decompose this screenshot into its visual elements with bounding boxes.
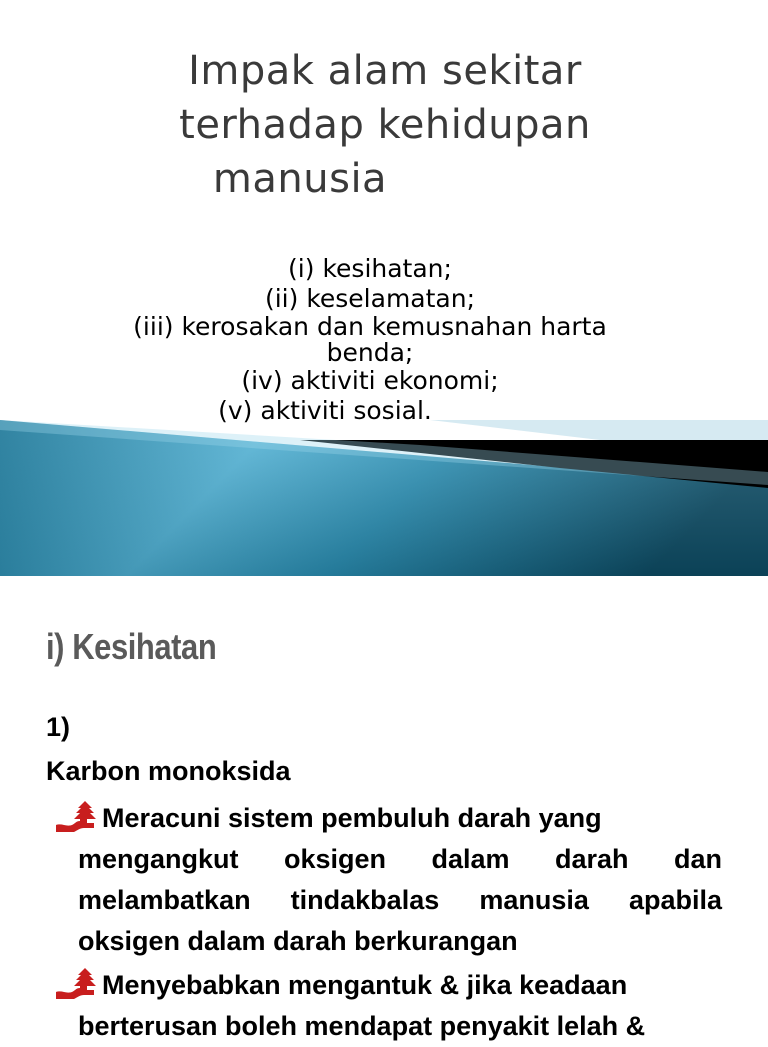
bullet-text-first: Menyebabkan mengantuk & jika keadaan xyxy=(102,970,628,1000)
bullet-text-first: Meracuni sistem pembuluh darah yang xyxy=(102,803,602,833)
red-stair-tree-icon xyxy=(54,801,98,833)
bullet-point xyxy=(54,798,722,962)
list-item: (ii) keselamatan; xyxy=(264,284,476,313)
section-heading: i) Kesihatan xyxy=(46,626,217,667)
red-stair-tree-icon xyxy=(54,968,98,1000)
slide-2 xyxy=(0,576,768,1041)
list-item: (iv) aktiviti ekonomi; xyxy=(241,366,499,395)
bullet-text-rest: mengangkut oksigen dalam darah dan melambatkan tindakbalas manusia apabila oksigen dalam darah berkurangan xyxy=(78,844,722,956)
title-line-2: terhadap kehidupan xyxy=(179,102,591,148)
list-item: (v) aktiviti sosial. xyxy=(218,396,432,425)
title-line-3: manusia xyxy=(212,156,388,202)
bullet-text-rest: berterusan boleh mendapat penyakit lelah & xyxy=(78,1011,646,1041)
list-item: (iii) kerosakan dan kemusnahan harta xyxy=(133,312,607,341)
title-line-1: Impak alam sekitar xyxy=(188,48,582,94)
list-item: (i) kesihatan; xyxy=(288,254,452,283)
bullet-point xyxy=(54,965,722,1047)
slide-1-title xyxy=(60,44,710,206)
item-number: 1) xyxy=(46,712,71,742)
subheading: Karbon monoksida xyxy=(46,756,291,786)
impact-list xyxy=(80,254,660,426)
list-item-continuation: benda; xyxy=(326,338,414,367)
